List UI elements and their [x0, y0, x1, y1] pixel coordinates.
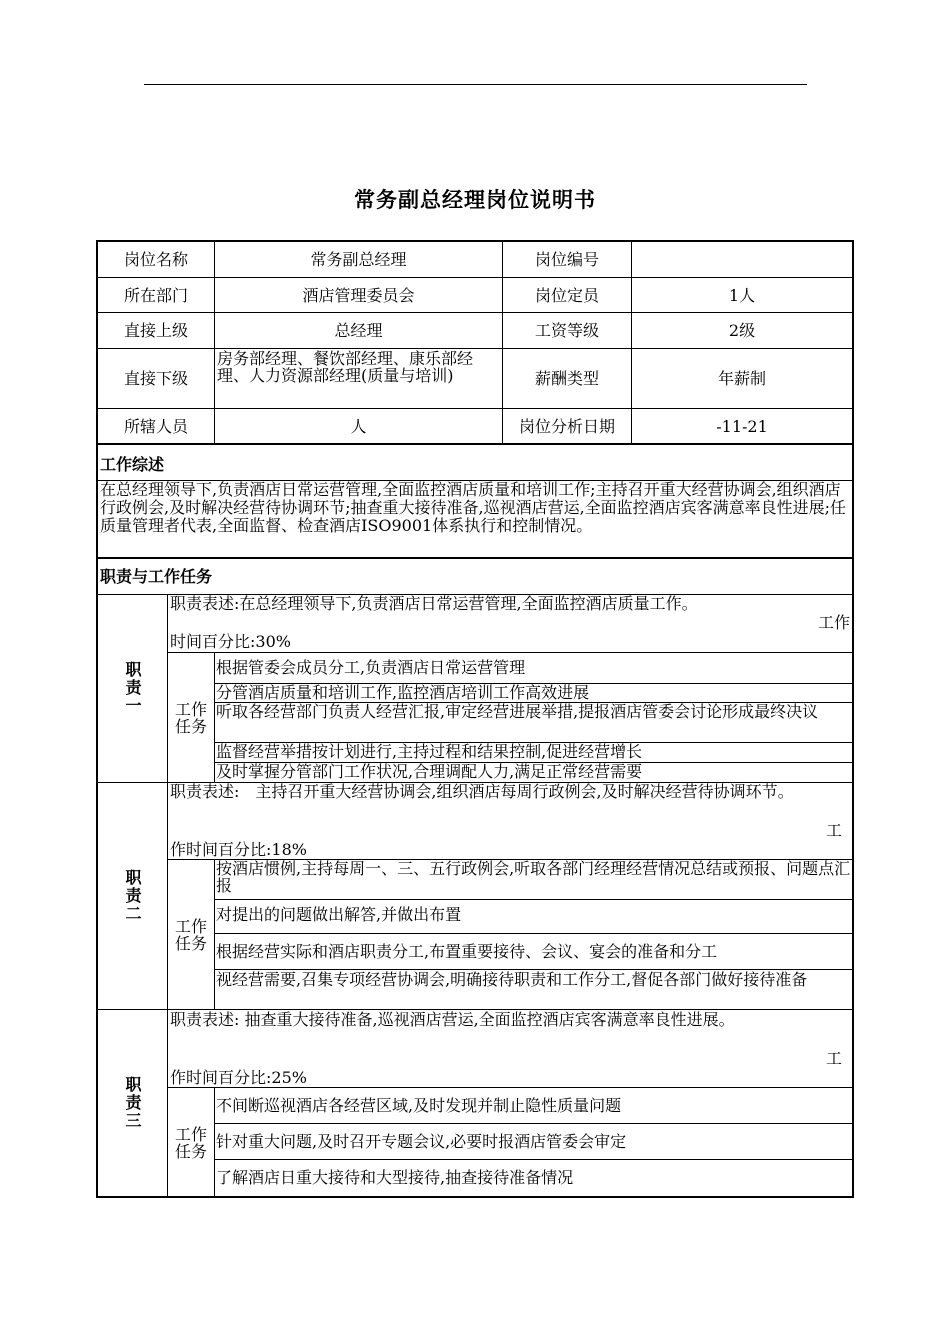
label-supervisor: 直接上级 — [123, 321, 188, 340]
label-position-name: 岗位名称 — [123, 250, 188, 269]
value-staff: 人 — [350, 416, 367, 436]
duty-2-task-4: 视经营需要,召集专项经营协调会,明确接待职责和工作分工,督促各部门做好接待准备 — [216, 970, 808, 989]
label-subordinates: 直接下级 — [123, 369, 188, 388]
duty-2-task-label: 工作任务 — [174, 916, 207, 953]
value-headcount: 1人 — [728, 285, 756, 305]
label-department: 所在部门 — [123, 285, 188, 305]
label-position-code: 岗位编号 — [534, 250, 599, 269]
value-analysis-date: -11-21 — [716, 416, 768, 436]
duty-3-task-label: 工作任务 — [174, 1124, 207, 1161]
duty-1-statement: 职责表述:在总经理领导下,负责酒店日常运营管理,全面监控酒店质量工作。 — [170, 594, 698, 613]
duty-1-percentage: 时间百分比:30% — [170, 632, 291, 651]
label-salary-grade: 工资等级 — [534, 321, 599, 340]
duties-heading: 职责与工作任务 — [100, 566, 213, 586]
duty-3-percentage: 作时间百分比:25% — [170, 1068, 307, 1087]
duty-1-pct-tail: 工作 — [817, 613, 850, 632]
duty-1-task-3: 听取各经营部门负责人经营汇报,审定经营进展举措,提报酒店管委会讨论形成最终决议 — [216, 702, 819, 721]
value-department: 酒店管理委员会 — [302, 285, 415, 305]
value-subordinates: 房务部经理、餐饮部经理、康乐部经理、人力资源部经理(质量与培训) — [217, 349, 474, 385]
duty-2-task-2: 对提出的问题做出解答,并做出布置 — [216, 905, 462, 924]
value-supervisor: 总经理 — [334, 321, 383, 340]
duty-1-task-4: 监督经营举措按计划进行,主持过程和结果控制,促进经营增长 — [216, 742, 643, 761]
label-pay-type: 薪酬类型 — [534, 369, 599, 388]
duty-2-pct-tail: 工 — [825, 821, 842, 840]
value-position-code — [632, 242, 852, 277]
label-analysis-date: 岗位分析日期 — [518, 416, 615, 436]
duty-1-task-5: 及时掌握分管部门工作状况,合理调配人力,满足正常经营需要 — [216, 762, 643, 781]
header-rule — [144, 84, 807, 85]
duty-1-task-2: 分管酒店质量和培训工作,监控酒店培训工作高效进展 — [216, 683, 590, 702]
summary-text: 在总经理领导下,负责酒店日常运营管理,全面监控酒店质量和培训工作;主持召开重大经营协调会,组织酒店行政例会,及时解决经营待协调环节;抽查重大接待准备,巡视酒店营运,全面监控酒店宾客满意率良性进展;任质量管理者代表,全面监督、检查酒店ISO9001体系执行和控制情况。 — [100, 480, 847, 535]
duty-3-task-2: 针对重大问题,及时召开专题会议,必要时报酒店管委会审定 — [216, 1131, 627, 1151]
duty-3-pct-tail: 工 — [825, 1049, 842, 1068]
page-title: 常务副总经理岗位说明书 — [354, 188, 596, 212]
value-pay-type: 年薪制 — [717, 369, 766, 388]
duty-3-statement: 职责表述: 抽查重大接待准备,巡视酒店营运,全面监控酒店宾客满意率良性进展。 — [170, 1010, 735, 1029]
duty-2-task-3: 根据经营实际和酒店职责分工,布置重要接待、会议、宴会的准备和分工 — [216, 941, 718, 961]
duty-2-task-1: 按酒店惯例,主持每周一、三、五行政例会,听取各部门经理经营情况总结或预报、问题点汇报 — [216, 859, 851, 895]
duty-3-task-1: 不间断巡视酒店各经营区域,及时发现并制止隐性质量问题 — [216, 1095, 622, 1115]
duty-2-label: 职责二 — [123, 868, 142, 923]
duty-2-statement: 职责表述: 主持召开重大经营协调会,组织酒店每周行政例会,及时解决经营待协调环节。 — [170, 782, 794, 801]
duty-3-label: 职责三 — [123, 1076, 142, 1130]
value-position-name: 常务副总经理 — [310, 250, 407, 269]
summary-heading: 工作综述 — [100, 454, 165, 474]
duty-2-percentage: 作时间百分比:18% — [170, 840, 307, 859]
duty-3-task-3: 了解酒店日重大接待和大型接待,抽查接待准备情况 — [216, 1167, 574, 1187]
value-salary-grade: 2级 — [728, 321, 756, 340]
duty-1-task-label: 工作任务 — [174, 699, 207, 736]
label-staff: 所辖人员 — [123, 416, 188, 436]
duty-1-label: 职责一 — [123, 661, 142, 715]
duty-1-task-1: 根据管委会成员分工,负责酒店日常运营管理 — [216, 657, 526, 677]
label-headcount: 岗位定员 — [534, 285, 599, 305]
